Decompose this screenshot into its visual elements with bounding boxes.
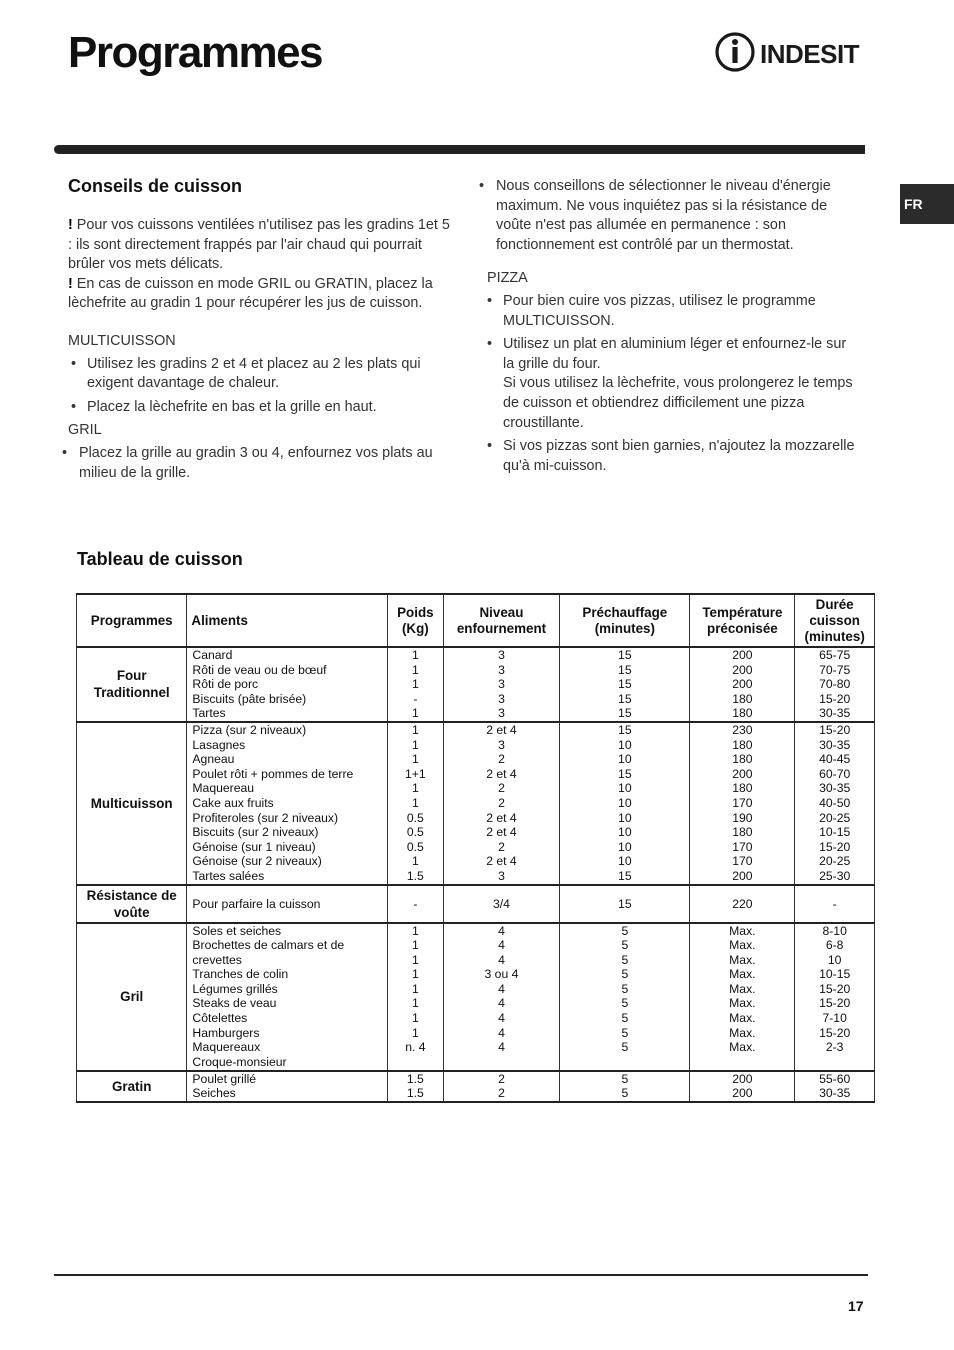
cell-value: Pizza (sur 2 niveaux): [192, 722, 307, 737]
cell-value: Génoise (sur 1 niveau): [192, 839, 316, 854]
cell-value: 3: [498, 662, 505, 677]
foods-cell: [187, 722, 388, 885]
list-item: • Placez la lèchefrite en bas et la grille en haut.: [68, 398, 453, 418]
cell-value: 6-8: [825, 938, 844, 953]
cell-value: Côtelettes: [192, 1011, 248, 1026]
cell-value: Tartes salées: [192, 868, 265, 883]
cell-value: 2: [498, 839, 505, 854]
cell-value: 1: [411, 854, 419, 869]
cell-value: 180: [732, 781, 753, 796]
cell-value: Canard: [192, 648, 233, 662]
cell-value: 15-20: [819, 691, 851, 706]
cell-value: Max.: [729, 996, 756, 1011]
cell-value: 20-25: [819, 810, 851, 825]
levels-cell: [443, 647, 560, 722]
cell-value: 220: [732, 896, 753, 911]
cell-value: 180: [732, 706, 753, 721]
cell-value: -: [832, 896, 837, 911]
cell-value: 3: [498, 677, 505, 692]
cell-value: 3: [498, 648, 505, 662]
indesit-logo-icon: [714, 30, 870, 76]
column-header: Préchauffage (minutes): [560, 594, 690, 647]
program-cell: Gril: [77, 923, 187, 1071]
cell-value: 1: [411, 662, 419, 677]
foods-cell: [187, 1071, 388, 1102]
multicuisson-label: MULTICUISSON: [68, 332, 176, 349]
energy-list: [480, 177, 860, 255]
header-rule: [54, 145, 865, 154]
cell-value: 15: [618, 691, 632, 706]
cell-value: 170: [732, 839, 753, 854]
cell-value: Rôti de porc: [192, 677, 259, 692]
cell-value: 2 et 4: [486, 810, 517, 825]
cell-value: Génoise (sur 2 niveaux): [192, 854, 322, 869]
cell-value: Rôti de veau ou de bœuf: [192, 662, 327, 677]
cell-value: -: [413, 691, 418, 706]
brand-wordmark: INDESIT: [760, 39, 860, 69]
cell-value: 4: [498, 981, 505, 996]
cell-value: 1: [411, 706, 419, 721]
cell-value: 15: [618, 868, 632, 883]
cooking-table: [76, 593, 875, 1103]
preheat-cell: [560, 722, 690, 885]
cell-value: 180: [732, 737, 753, 752]
cell-value: Tranches de colin: [192, 967, 289, 982]
cell-value: Agneau: [192, 752, 235, 767]
temps-cell: [690, 923, 795, 1071]
multicuisson-list: [68, 355, 453, 418]
preheat-cell: [560, 1071, 690, 1102]
cell-value: 1.5: [406, 1086, 424, 1101]
language-tab: FR: [900, 184, 954, 224]
cell-value: 15: [618, 722, 632, 737]
cell-value: 1: [411, 1025, 419, 1040]
column-header: Niveau enfournement: [443, 594, 560, 647]
column-header: Durée cuisson (minutes): [795, 594, 875, 647]
durations-cell: [795, 647, 875, 722]
table-row: [77, 885, 875, 923]
warning-paragraph: [68, 216, 453, 275]
cell-value: 0.5: [406, 810, 424, 825]
cell-value: 3: [498, 868, 505, 883]
gril-list: [63, 444, 453, 483]
durations-cell: [795, 722, 875, 885]
cell-value: 200: [732, 1071, 753, 1086]
table-row: [77, 647, 875, 722]
weights-cell: [388, 647, 444, 722]
cell-value: 2: [498, 795, 505, 810]
weights-cell: [388, 1071, 444, 1102]
cell-value: 70-80: [819, 677, 851, 692]
cell-value: 3 ou 4: [484, 967, 519, 982]
column-header: Poids (Kg): [388, 594, 444, 647]
cell-value: 20-25: [819, 854, 851, 869]
list-item-text: Si vous utilisez la lèchefrite, vous prolongerez le temps de cuisson et obtiendrez difficilement une pizza croustillante.: [503, 375, 853, 431]
program-cell: Four Traditionnel: [77, 647, 187, 722]
list-item: [484, 335, 860, 433]
cell-value: 170: [732, 795, 753, 810]
cell-value: 2: [498, 1086, 505, 1101]
cell-value: Hamburgers: [192, 1025, 260, 1040]
cell-value: Poulet rôti + pommes de terre: [192, 766, 354, 781]
cell-value: 10: [618, 839, 632, 854]
foods-cell: [187, 647, 388, 722]
cell-value: 230: [732, 722, 753, 737]
program-cell: Gratin: [77, 1071, 187, 1102]
cell-value: 10-15: [819, 825, 851, 840]
cell-value: 30-35: [819, 737, 851, 752]
cell-value: 10: [827, 952, 842, 967]
levels-cell: [443, 722, 560, 885]
cell-value: 3: [498, 737, 505, 752]
durations-cell: [795, 1071, 875, 1102]
warning-paragraph: [68, 275, 453, 314]
cell-value: 200: [732, 1086, 753, 1101]
cell-value: 1: [411, 781, 419, 796]
cell-value: 2 et 4: [486, 825, 517, 840]
cell-value: 15-20: [819, 839, 851, 854]
cell-value: 1: [411, 923, 419, 938]
footer-rule: [54, 1274, 868, 1276]
cell-value: 170: [732, 854, 753, 869]
cell-value: 15: [618, 677, 632, 692]
cell-value: Biscuits (sur 2 niveaux): [192, 825, 319, 840]
cell-value: Seiches: [192, 1086, 236, 1101]
cell-value: 3/4: [492, 896, 510, 911]
page-number: 17: [848, 1298, 864, 1314]
cell-value: 4: [498, 1025, 505, 1040]
cell-value: 1: [411, 967, 419, 982]
durations-cell: [795, 885, 875, 923]
cell-value: 15-20: [819, 1025, 851, 1040]
cell-value: Max.: [729, 938, 756, 953]
cell-value: Légumes grillés: [192, 981, 278, 996]
cell-value: 1.5: [406, 868, 424, 883]
weights-cell: [388, 923, 444, 1071]
advice-heading: Conseils de cuisson: [68, 176, 243, 196]
preheat-cell: [560, 647, 690, 722]
cell-value: 200: [732, 868, 753, 883]
cell-value: 1: [411, 996, 419, 1011]
table-heading: Tableau de cuisson: [77, 549, 243, 569]
cell-value: 200: [732, 662, 753, 677]
foods-cell: [187, 923, 388, 1071]
cell-value: Profiteroles (sur 2 niveaux): [192, 810, 339, 825]
program-cell: Multicuisson: [77, 722, 187, 885]
cell-value: -: [413, 896, 418, 911]
preheat-cell: [560, 923, 690, 1071]
foods-cell: [187, 885, 388, 923]
cell-value: 55-60: [819, 1071, 851, 1086]
cell-value: 65-75: [819, 648, 851, 662]
column-header: Aliments: [187, 594, 388, 647]
cell-value: Max.: [729, 923, 756, 938]
cell-value: 4: [498, 952, 505, 967]
cell-value: 5: [621, 996, 629, 1011]
temps-cell: [690, 885, 795, 923]
cell-value: 1: [411, 677, 419, 692]
cell-value: 15-20: [819, 996, 851, 1011]
cell-value: 4: [498, 923, 505, 938]
cell-value: 5: [621, 952, 629, 967]
cell-value: Brochettes de calmars et de: [192, 938, 345, 953]
cell-value: 1: [411, 737, 419, 752]
cell-value: 7-10: [822, 1011, 847, 1026]
table-row: [77, 722, 875, 885]
cell-value: 1: [411, 648, 419, 662]
levels-cell: [443, 1071, 560, 1102]
cell-value: 10: [618, 781, 632, 796]
cell-value: 1: [411, 952, 419, 967]
cell-value: 15-20: [819, 722, 851, 737]
cell-value: 3: [498, 706, 505, 721]
column-header: Température préconisée: [690, 594, 795, 647]
cell-value: Steaks de veau: [192, 996, 277, 1011]
warning-mark: !: [68, 275, 73, 292]
cell-value: 5: [621, 1071, 629, 1086]
cell-value: Maquereau: [192, 781, 255, 796]
cell-value: 2 et 4: [486, 854, 517, 869]
cell-value: 5: [621, 967, 629, 982]
cell-value: 60-70: [819, 766, 851, 781]
cell-value: Max.: [729, 1011, 756, 1026]
levels-cell: [443, 923, 560, 1071]
weights-cell: [388, 885, 444, 923]
list-item: • Pour bien cuire vos pizzas, utilisez le programme MULTICUISSON.: [484, 292, 860, 331]
cell-value: 2 et 4: [486, 766, 517, 781]
cell-value: 1: [411, 752, 419, 767]
cell-value: 10: [618, 795, 632, 810]
durations-cell: [795, 923, 875, 1071]
cell-value: 200: [732, 677, 753, 692]
cell-value: 5: [621, 1011, 629, 1026]
list-item: • Placez la grille au gradin 3 ou 4, enfournez vos plats au milieu de la grille.: [63, 444, 453, 483]
cell-value: 70-75: [819, 662, 851, 677]
cell-value: 15: [618, 662, 632, 677]
cell-value: 1: [411, 981, 419, 996]
cell-value: 10: [618, 737, 632, 752]
cell-value: 1: [411, 1011, 419, 1026]
cell-value: 2-3: [825, 1040, 844, 1055]
cell-value: Lasagnes: [192, 737, 246, 752]
levels-cell: [443, 885, 560, 923]
cell-value: 15: [618, 896, 632, 911]
advice-left-column: [68, 216, 453, 487]
cell-value: 5: [621, 923, 629, 938]
cell-value: 15: [618, 648, 632, 662]
cell-value: Max.: [729, 967, 756, 982]
cell-value: Max.: [729, 952, 756, 967]
cell-value: 10: [618, 825, 632, 840]
cell-value: 40-50: [819, 795, 851, 810]
temps-cell: [690, 722, 795, 885]
list-item-text: Utilisez un plat en aluminium léger et enfournez-le sur la grille du four.: [503, 336, 847, 372]
cell-value: 1.5: [406, 1071, 424, 1086]
cell-value: 4: [498, 1011, 505, 1026]
cell-value: 5: [621, 1086, 629, 1101]
cell-value: 2: [498, 781, 505, 796]
cell-value: 5: [621, 981, 629, 996]
cell-value: Max.: [729, 1025, 756, 1040]
cell-value: 4: [498, 996, 505, 1011]
cell-value: 30-35: [819, 781, 851, 796]
warning-mark: !: [68, 217, 73, 233]
table-header-row: [77, 594, 875, 647]
cell-value: 0.5: [406, 825, 424, 840]
cell-value: Poulet grillé: [192, 1071, 257, 1086]
cell-value: 180: [732, 825, 753, 840]
cell-value: 30-35: [819, 1086, 851, 1101]
table-row: [77, 1071, 875, 1102]
weights-cell: [388, 722, 444, 885]
cell-value: 40-45: [819, 752, 851, 767]
cell-value: Croque-monsieur: [192, 1054, 287, 1069]
cell-value: 4: [498, 1040, 505, 1055]
cell-value: 5: [621, 938, 629, 953]
cell-value: 1: [411, 795, 419, 810]
cell-value: 15: [618, 706, 632, 721]
cell-value: Pour parfaire la cuisson: [192, 896, 321, 911]
cell-value: 2 et 4: [486, 722, 517, 737]
pizza-label: PIZZA: [487, 270, 528, 287]
cell-value: Max.: [729, 981, 756, 996]
cell-value: 1: [411, 938, 419, 953]
cell-value: 200: [732, 648, 753, 662]
cell-value: 10: [618, 810, 632, 825]
cell-value: 0.5: [406, 839, 424, 854]
cell-value: 25-30: [819, 868, 851, 883]
warning-text: En cas de cuisson en mode GRIL ou GRATIN, placez la lèchefrite au gradin 1 pour récupérer les jus de cuisson.: [68, 275, 433, 312]
cell-value: 180: [732, 691, 753, 706]
cell-value: 15: [618, 766, 632, 781]
cell-value: 8-10: [822, 923, 847, 938]
cell-value: Biscuits (pâte brisée): [192, 691, 307, 706]
cell-value: Soles et seiches: [192, 923, 282, 938]
cell-value: 30-35: [819, 706, 851, 721]
cell-value: 5: [621, 1025, 629, 1040]
cell-value: 2: [498, 1071, 505, 1086]
table-body: [77, 647, 875, 1102]
cell-value: 5: [621, 1040, 629, 1055]
table-row: [77, 923, 875, 1071]
cell-value: 3: [498, 691, 505, 706]
cell-value: 4: [498, 938, 505, 953]
cell-value: 1+1: [405, 766, 426, 781]
cell-value: 2: [498, 752, 505, 767]
cell-value: Maquereaux: [192, 1040, 261, 1055]
program-cell: Résistance de voûte: [77, 885, 187, 923]
cell-value: 10: [618, 854, 632, 869]
advice-right-column: [480, 177, 860, 480]
pizza-list: [484, 292, 860, 476]
cell-value: Max.: [729, 1040, 756, 1055]
preheat-cell: [560, 885, 690, 923]
cell-value: 10: [618, 752, 632, 767]
cell-value: 10-15: [819, 967, 851, 982]
cell-value: 15-20: [819, 981, 851, 996]
cell-value: 200: [732, 766, 753, 781]
column-header: Programmes: [77, 594, 187, 647]
temps-cell: [690, 647, 795, 722]
cell-value: 1: [411, 722, 419, 737]
warning-text: Pour vos cuissons ventilées n'utilisez pas les gradins 1et 5 : ils sont directement frappés par l'air chaud qui pourrait brûler vos mets délicats.: [68, 217, 450, 273]
cell-value: Cake aux fruits: [192, 795, 274, 810]
list-item: • Nous conseillons de sélectionner le niveau d'énergie maximum. Ne vous inquiétez pas si la résistance de voûte n'est pas allumée en permanence : son fonctionnement est contrôlé par un thermostat.: [480, 177, 860, 255]
cell-value: crevettes: [192, 952, 242, 967]
list-item: • Si vos pizzas sont bien garnies, n'ajoutez la mozzarelle qu'à mi-cuisson.: [484, 437, 860, 476]
cell-value: 180: [732, 752, 753, 767]
cell-value: Tartes: [192, 706, 226, 721]
gril-label: GRIL: [68, 422, 102, 439]
page-title: Programmes: [68, 28, 323, 77]
list-item: • Utilisez les gradins 2 et 4 et placez au 2 les plats qui exigent davantage de chaleur.: [68, 355, 453, 394]
cell-value: n. 4: [405, 1040, 426, 1055]
temps-cell: [690, 1071, 795, 1102]
cell-value: 190: [732, 810, 753, 825]
indesit-logo: [714, 30, 870, 76]
